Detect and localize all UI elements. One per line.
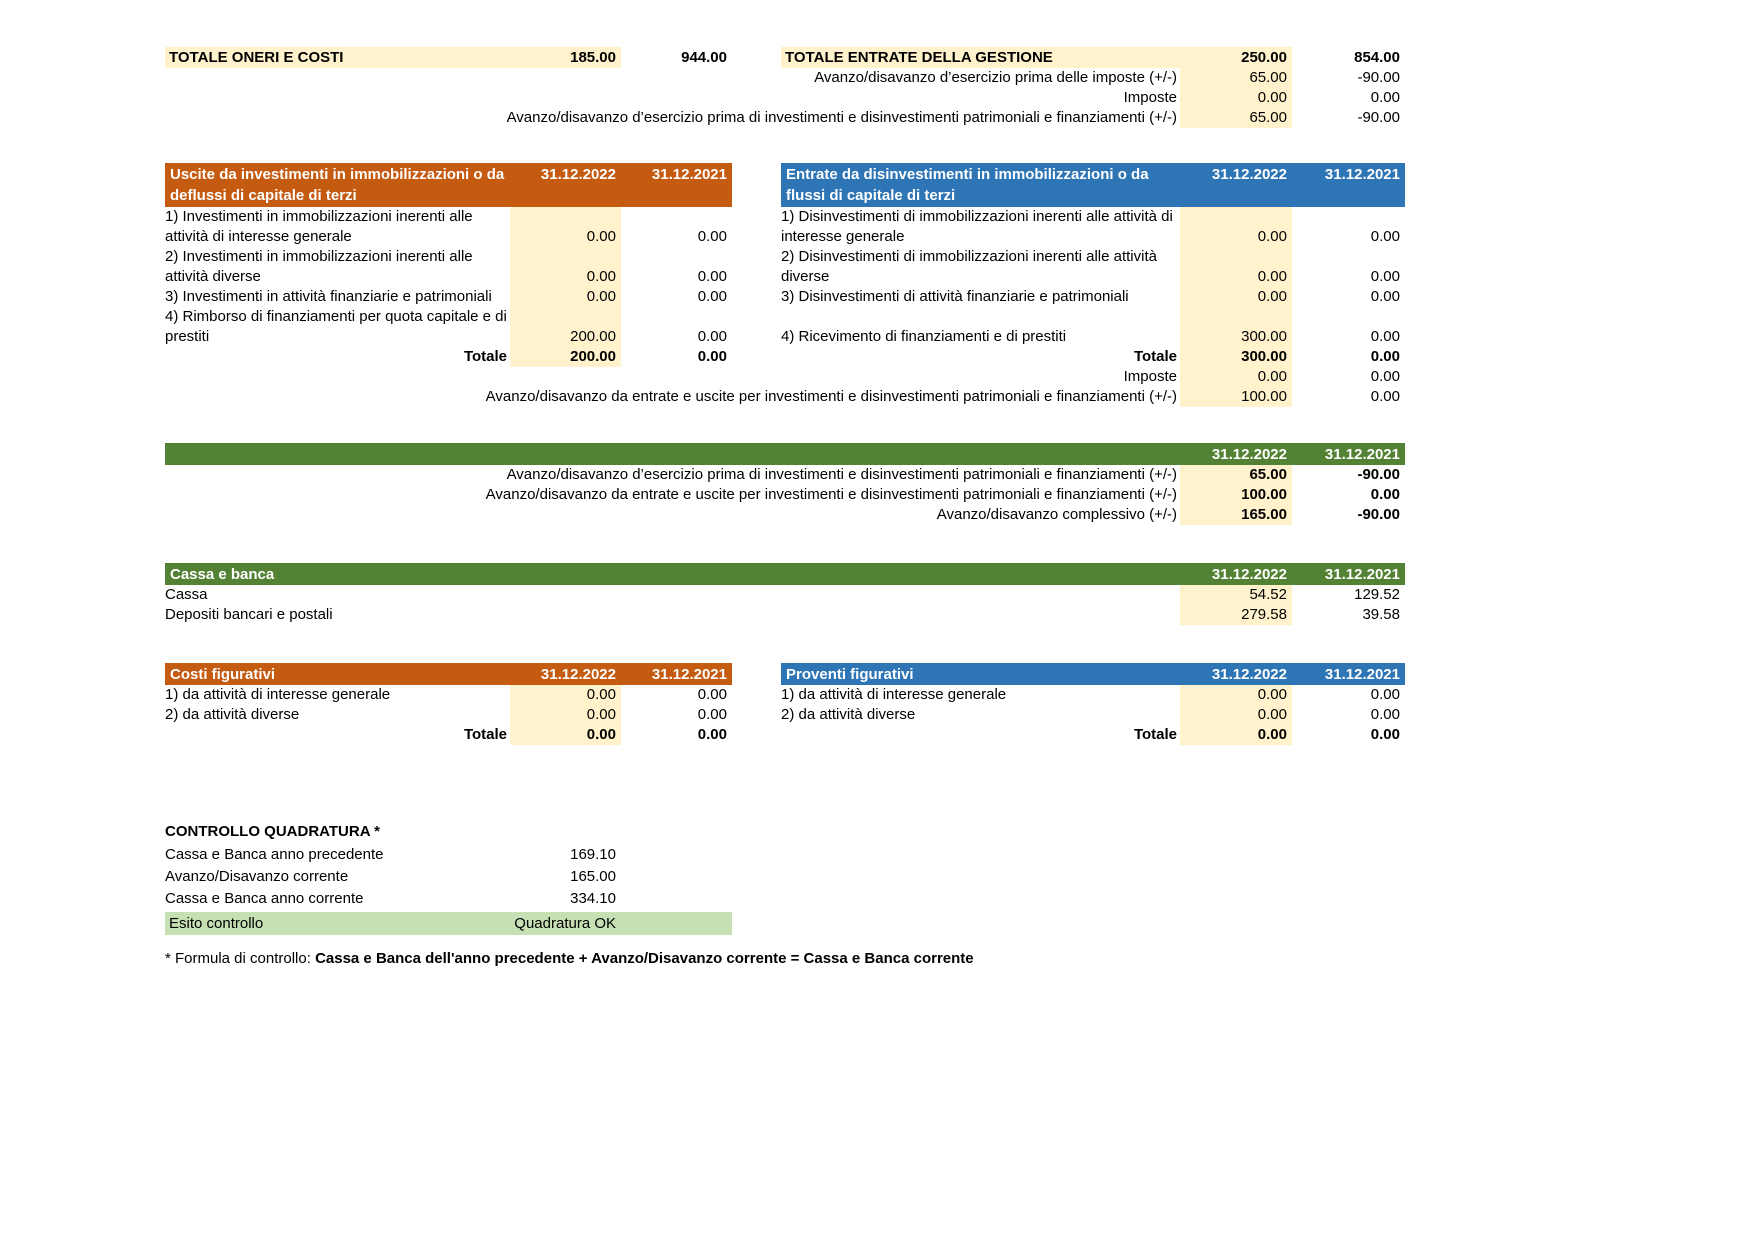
- row-label: 1) Disinvestimenti di immobilizzazioni inerenti alle attività di interesse generale: [781, 208, 1173, 245]
- section-title: Cassa e banca: [170, 566, 275, 583]
- value-2021: 0.00: [697, 288, 727, 305]
- esito-controllo-row: [165, 912, 732, 935]
- col-header-2022: 31.12.2022: [540, 666, 616, 683]
- section-header: [165, 563, 1405, 585]
- value-2021: 854.00: [1354, 49, 1400, 66]
- table-title: Entrate da disinvestimenti in immobilizzazioni o da flussi di capitale di terzi: [786, 166, 1149, 204]
- table-row: [480, 327, 1405, 347]
- value-2021: 129.52: [1354, 586, 1400, 603]
- row-value: 334.10: [570, 890, 616, 907]
- row-label: TOTALE ENTRATE DELLA GESTIONE: [781, 47, 1180, 68]
- row-label: Totale: [463, 726, 507, 743]
- table-title: Proventi figurativi: [786, 666, 914, 683]
- row-label: Avanzo/disavanzo da entrate e uscite per investimenti e disinvestimenti patrimoniali e finanziamenti (+/-): [485, 388, 1177, 405]
- value-2022: 0.00: [1180, 685, 1292, 705]
- col-header-2022: 31.12.2022: [1211, 566, 1287, 583]
- entrate-table: [480, 163, 1405, 407]
- table-row: [165, 866, 620, 888]
- row-label: 3) Investimenti in attività finanziarie e patrimoniali: [165, 288, 492, 305]
- row-label: 3) Disinvestimenti di attività finanziarie e patrimoniali: [781, 288, 1129, 305]
- row-label: 1) Investimenti in immobilizzazioni inerenti alle attività di interesse generale: [165, 208, 473, 245]
- col-header-2022: 31.12.2022: [1211, 666, 1287, 683]
- footnote: [165, 948, 1405, 970]
- row-label: TOTALE ONERI E COSTI: [165, 47, 510, 68]
- value-2022: 0.00: [510, 705, 621, 725]
- row-label: 2) da attività diverse: [165, 706, 300, 723]
- row-label: Totale: [463, 348, 507, 365]
- row-label: 4) Rimborso di finanziamenti per quota capitale e di prestiti: [165, 308, 507, 345]
- value-2021: 0.00: [1370, 368, 1400, 385]
- col-header-2021: 31.12.2021: [651, 666, 727, 683]
- value-2022: 165.00: [1180, 505, 1292, 525]
- table-row: [480, 387, 1405, 407]
- row-label: Avanzo/disavanzo da entrate e uscite per investimenti e disinvestimenti patrimoniali e finanziamenti (+/-): [485, 486, 1177, 503]
- value-2021: 0.00: [1370, 228, 1400, 245]
- table-row: [781, 685, 1405, 705]
- value-2022: 250.00: [1180, 47, 1292, 68]
- table-row: [480, 247, 1405, 287]
- table-row: [165, 888, 620, 910]
- value-2021: 0.00: [697, 726, 727, 743]
- value-2021: 0.00: [1370, 726, 1400, 743]
- table-row: [480, 367, 1405, 387]
- table-row: [480, 88, 1405, 108]
- esito-value: Quadratura OK: [514, 915, 616, 932]
- riepilogo-section: [165, 443, 1405, 525]
- value-2022: [1180, 307, 1292, 327]
- row-label: Cassa e Banca anno precedente: [165, 846, 384, 863]
- col-header-2022: 31.12.2022: [1211, 446, 1287, 463]
- row-label: 2) Investimenti in immobilizzazioni inerenti alle attività diverse: [165, 248, 473, 285]
- row-label: 2) Disinvestimenti di immobilizzazioni inerenti alle attività diverse: [781, 248, 1157, 285]
- value-2022: 0.00: [1180, 207, 1292, 247]
- value-2022: 200.00: [510, 347, 621, 367]
- row-label: Imposte: [1123, 89, 1177, 106]
- row-label: Avanzo/disavanzo d’esercizio prima di investimenti e disinvestimenti patrimoniali e finanziamenti (+/-): [506, 109, 1177, 126]
- row-label: Depositi bancari e postali: [165, 606, 333, 623]
- table-row: [480, 108, 1405, 128]
- row-label: Cassa e Banca anno corrente: [165, 890, 364, 907]
- value-2022: 279.58: [1180, 605, 1292, 625]
- spacer-row: [480, 307, 1405, 327]
- value-2021: 39.58: [1362, 606, 1400, 623]
- table-header: [781, 663, 1405, 685]
- col-header-2021: 31.12.2021: [1324, 166, 1400, 183]
- value-2021: 0.00: [1370, 388, 1400, 405]
- value-2022: 0.00: [510, 207, 621, 247]
- value-2021: 0.00: [697, 348, 727, 365]
- value-2021: [1292, 307, 1405, 327]
- col-header-2021: 31.12.2021: [651, 166, 727, 183]
- footnote-formula: Cassa e Banca dell'anno precedente + Avanzo/Disavanzo corrente = Cassa e Banca corrente: [315, 950, 974, 967]
- value-2022: 65.00: [1180, 465, 1292, 485]
- value-2021: 0.00: [1370, 706, 1400, 723]
- value-2021: 0.00: [697, 228, 727, 245]
- value-2022: 0.00: [510, 725, 621, 745]
- table-row: [480, 207, 1405, 247]
- costi-figurativi-table: [165, 663, 732, 745]
- section-title: [165, 443, 1180, 444]
- col-header-2022: 31.12.2022: [540, 166, 616, 183]
- value-2022: 0.00: [1180, 367, 1292, 387]
- value-2022: 300.00: [1180, 347, 1292, 367]
- value-2022: 0.00: [510, 247, 621, 287]
- value-2022: 200.00: [510, 307, 621, 347]
- cassa-section: [165, 563, 1405, 625]
- table-row: [165, 505, 1405, 525]
- section-header: [165, 443, 1405, 465]
- value-2021: -90.00: [1357, 466, 1400, 483]
- row-label: Avanzo/Disavanzo corrente: [165, 868, 349, 885]
- value-2021: 0.00: [1370, 268, 1400, 285]
- footnote-prefix: * Formula di controllo:: [165, 950, 316, 967]
- table-row: [165, 685, 732, 705]
- row-label: Avanzo/disavanzo d’esercizio prima delle imposte (+/-): [814, 69, 1177, 86]
- value-2021: -90.00: [1357, 69, 1400, 86]
- value-2021: 0.00: [697, 268, 727, 285]
- value-2021: 0.00: [1370, 348, 1400, 365]
- proventi-figurativi-table: [781, 663, 1405, 745]
- col-header-2021: 31.12.2021: [1324, 666, 1400, 683]
- value-2021: 0.00: [1370, 486, 1400, 503]
- value-2022: 54.52: [1180, 585, 1292, 605]
- row-label: Avanzo/disavanzo d’esercizio prima di investimenti e disinvestimenti patrimoniali e finanziamenti (+/-): [506, 466, 1177, 483]
- table-row: [480, 287, 1405, 307]
- value-2021: 0.00: [1370, 89, 1400, 106]
- total-row: [480, 347, 1405, 367]
- table-row: [165, 485, 1405, 505]
- top-summary-right: [480, 47, 1405, 128]
- value-2021: 0.00: [697, 686, 727, 703]
- esito-label: Esito controllo: [169, 915, 264, 932]
- value-2022: 65.00: [1180, 108, 1292, 128]
- table-row: [480, 68, 1405, 88]
- table-title: Costi figurativi: [170, 666, 276, 683]
- table-row: [165, 605, 1405, 625]
- row-label: 2) da attività diverse: [781, 706, 916, 723]
- row-value: 169.10: [570, 846, 616, 863]
- controllo-quadratura-section: [165, 820, 732, 935]
- table-row: [165, 705, 732, 725]
- row-label: Totale: [1133, 348, 1177, 365]
- row-label: 1) da attività di interesse generale: [165, 686, 391, 703]
- value-2021: 944.00: [681, 49, 727, 66]
- row-label: Imposte: [1123, 368, 1177, 385]
- row-label: Avanzo/disavanzo complessivo (+/-): [936, 506, 1177, 523]
- col-header-2022: 31.12.2022: [1211, 166, 1287, 183]
- value-2022: 0.00: [510, 685, 621, 705]
- value-2022: 0.00: [1180, 88, 1292, 108]
- value-2021: -90.00: [1357, 506, 1400, 523]
- value-2022: 0.00: [1180, 725, 1292, 745]
- row-label: 4) Ricevimento di finanziamenti e di prestiti: [781, 328, 1067, 345]
- row-value: 165.00: [570, 868, 616, 885]
- table-row: [165, 465, 1405, 485]
- table-header: [781, 163, 1405, 207]
- row-label: Totale: [1133, 726, 1177, 743]
- value-2021: 0.00: [697, 706, 727, 723]
- table-header: [165, 663, 732, 685]
- total-row: [781, 725, 1405, 745]
- table-title: Uscite da investimenti in immobilizzazioni o da deflussi di capitale di terzi: [170, 166, 505, 204]
- value-2022: 100.00: [1180, 387, 1292, 407]
- table-row: [781, 47, 1405, 68]
- table-row: [165, 844, 620, 866]
- row-label: Cassa: [165, 586, 208, 603]
- value-2022: 0.00: [1180, 705, 1292, 725]
- value-2022: 300.00: [1180, 327, 1292, 347]
- value-2021: -90.00: [1357, 109, 1400, 126]
- col-header-2021: 31.12.2021: [1324, 566, 1400, 583]
- value-2021: 0.00: [1370, 686, 1400, 703]
- value-2022: 0.00: [1180, 287, 1292, 307]
- value-2021: 0.00: [697, 328, 727, 345]
- value-2022: 100.00: [1180, 485, 1292, 505]
- value-2022: 0.00: [510, 287, 621, 307]
- value-2022: 65.00: [1180, 68, 1292, 88]
- table-row: [781, 705, 1405, 725]
- col-header-2021: 31.12.2021: [1324, 446, 1400, 463]
- value-2022: 0.00: [1180, 247, 1292, 287]
- value-2021: 0.00: [1370, 288, 1400, 305]
- value-2022: 185.00: [510, 47, 621, 68]
- section-title: CONTROLLO QUADRATURA *: [165, 823, 380, 840]
- row-label: 1) da attività di interesse generale: [781, 686, 1007, 703]
- table-row: [165, 585, 1405, 605]
- value-2021: 0.00: [1370, 328, 1400, 345]
- total-row: [165, 725, 732, 745]
